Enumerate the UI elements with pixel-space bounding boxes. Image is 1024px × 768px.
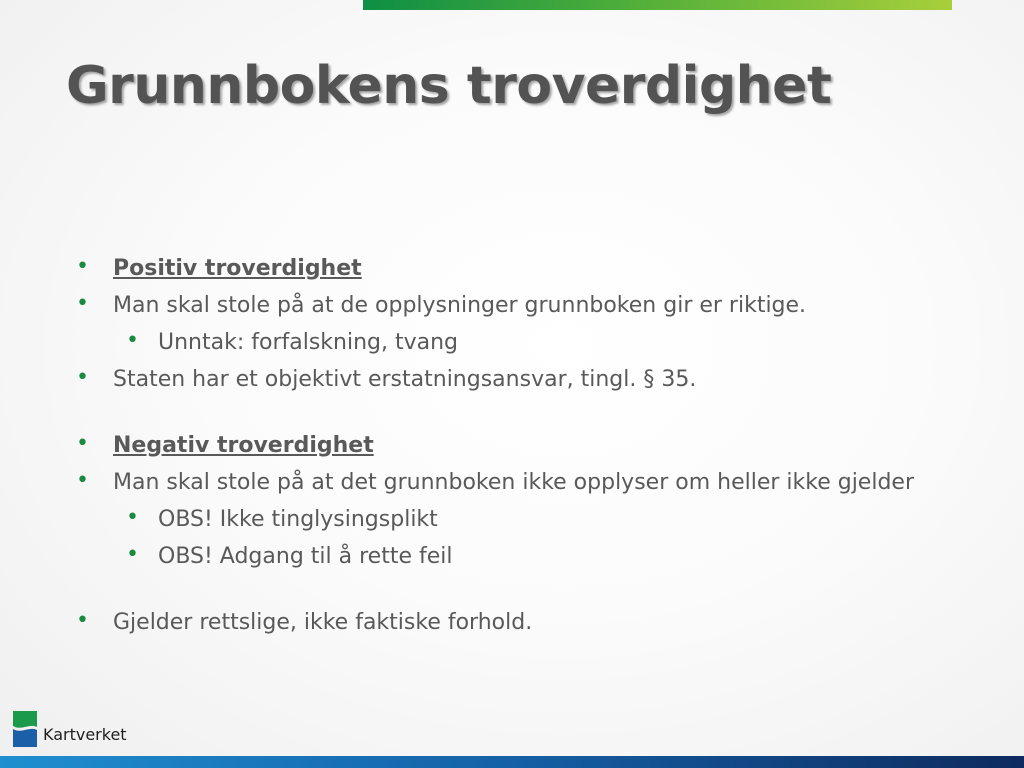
bullet-text: Man skal stole på at det grunnboken ikke opplyser om heller ikke gjelder (113, 470, 915, 495)
negative-heading: Negativ troverdighet (113, 433, 374, 458)
sub-bullet-text: OBS! Ikke tinglysingsplikt (158, 507, 438, 532)
sub-bullet-item (72, 542, 952, 572)
bullet-item (72, 291, 952, 321)
bullet-dot-icon: • (76, 365, 89, 390)
bullet-text: Man skal stole på at de opplysninger grunnboken gir er riktige. (113, 293, 807, 318)
sub-bullet-item (72, 328, 952, 358)
bullet-list (72, 254, 952, 645)
top-accent-bar (363, 0, 952, 10)
bullet-dot-icon: • (76, 291, 89, 316)
bullet-dot-icon: • (76, 468, 89, 493)
sub-bullet-text: OBS! Adgang til å rette feil (158, 544, 453, 569)
bullet-dot-icon: • (126, 328, 139, 353)
kartverket-logo-icon (11, 709, 39, 749)
sub-bullet-item (72, 505, 952, 535)
bullet-text: Gjelder rettslige, ikke faktiske forhold. (113, 610, 533, 635)
bullet-dot-icon: • (126, 505, 139, 530)
positive-heading: Positiv troverdighet (113, 256, 362, 281)
logo-text: Kartverket (43, 725, 127, 744)
bottom-accent-bar (0, 756, 1024, 768)
bullet-text: Staten har et objektivt erstatningsansvar, tingl. § 35. (113, 367, 697, 392)
bullet-dot-icon: • (76, 431, 89, 456)
bullet-item (72, 254, 952, 284)
slide-title: Grunnbokens troverdighet (66, 56, 832, 116)
bullet-item (72, 431, 952, 461)
sub-bullet-text: Unntak: forfalskning, tvang (158, 330, 459, 355)
kartverket-logo (11, 709, 141, 753)
bullet-dot-icon: • (126, 542, 139, 567)
bullet-dot-icon: • (76, 608, 89, 633)
bullet-item (72, 365, 952, 395)
bullet-item (72, 608, 952, 638)
bullet-item (72, 468, 952, 498)
bullet-dot-icon: • (76, 254, 89, 279)
